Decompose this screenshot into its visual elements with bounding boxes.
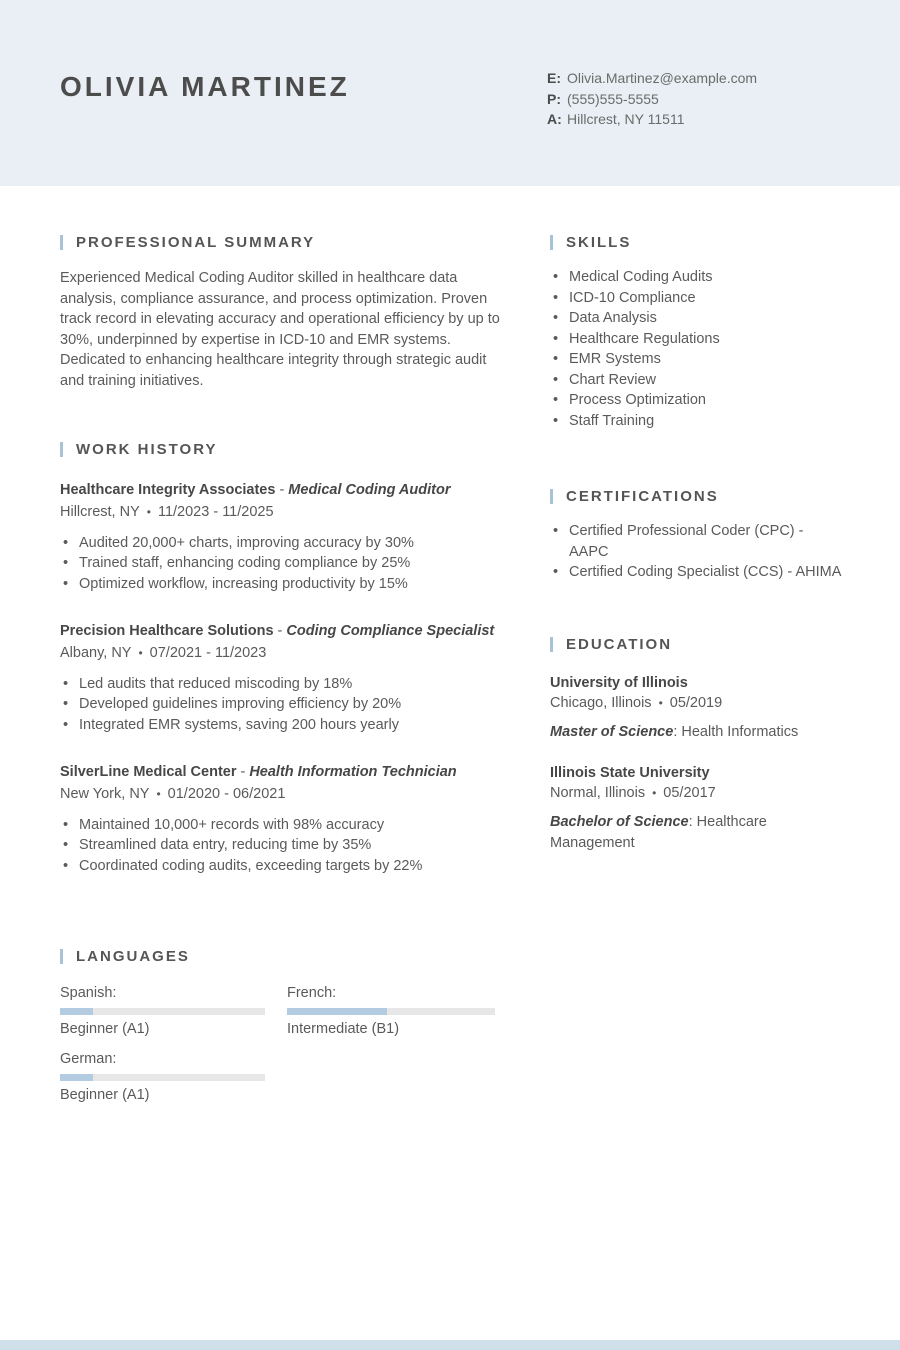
job-entry	[60, 481, 500, 594]
job-separator: -	[277, 623, 283, 639]
job-bullet: • Developed guidelines improving efficiency by 20%	[60, 694, 500, 715]
section-accent-bar	[60, 949, 63, 964]
degree-field: : Health Informatics	[673, 724, 799, 740]
section-accent-bar	[60, 442, 63, 457]
section-education	[550, 636, 845, 854]
job-role: Health Information Technician	[249, 764, 457, 780]
languages-grid	[60, 985, 500, 1103]
skill-item: • Staff Training	[550, 411, 845, 432]
skill-item: • Chart Review	[550, 370, 845, 391]
language-progress-bar	[60, 1074, 265, 1081]
candidate-name: OLIVIA MARTINEZ	[60, 71, 350, 102]
section-title-text: CERTIFICATIONS	[566, 488, 719, 505]
job-meta-line	[60, 502, 500, 523]
contact-phone-row	[547, 89, 845, 110]
job-location: Hillcrest, NY	[60, 504, 140, 520]
job-bullet: • Led audits that reduced miscoding by 18%	[60, 674, 500, 695]
job-title-line	[60, 481, 500, 500]
section-title-text: EDUCATION	[566, 635, 673, 653]
language-item	[60, 1051, 265, 1103]
job-title-line	[60, 622, 500, 641]
section-heading	[550, 234, 845, 251]
language-level: Beginner (A1)	[60, 1021, 150, 1037]
job-role: Coding Compliance Specialist	[286, 623, 495, 639]
section-accent-bar	[550, 235, 553, 250]
phone-label: P:	[547, 90, 561, 107]
section-title-text: SKILLS	[566, 234, 632, 251]
language-item	[60, 985, 265, 1037]
skill-item: • Data Analysis	[550, 308, 845, 329]
address-value: Hillcrest, NY 11511	[567, 111, 685, 127]
degree-name: Bachelor of Science	[550, 814, 689, 830]
section-heading	[60, 948, 500, 965]
section-heading	[550, 488, 845, 505]
section-title-text: PROFESSIONAL SUMMARY	[76, 234, 316, 251]
job-bullet: • Trained staff, enhancing coding compliance by 25%	[60, 553, 500, 574]
section-title-text: WORK HISTORY	[76, 441, 218, 458]
degree-line	[550, 812, 845, 853]
section-heading	[550, 636, 845, 653]
meta-dot-separator: •	[138, 646, 143, 660]
job-bullet: • Integrated EMR systems, saving 200 hours yearly	[60, 715, 500, 736]
email-value: Olivia.Martinez@example.com	[567, 70, 758, 86]
job-bullet-list	[60, 533, 500, 595]
job-entry	[60, 763, 500, 876]
school-location: Normal, Illinois	[550, 784, 646, 801]
degree-name: Master of Science	[550, 724, 674, 740]
language-progress-bar	[287, 1008, 495, 1015]
job-meta-line	[60, 643, 500, 664]
meta-dot-separator: •	[156, 787, 161, 801]
job-location: New York, NY	[60, 786, 150, 802]
education-entry	[550, 765, 845, 854]
school-name: Illinois State University	[550, 764, 710, 781]
language-level: Beginner (A1)	[60, 1087, 150, 1103]
language-item	[287, 985, 495, 1037]
address-label: A:	[547, 111, 562, 127]
language-name: French:	[287, 985, 337, 1001]
contact-info	[547, 68, 845, 130]
section-accent-bar	[60, 235, 63, 250]
job-company: SilverLine Medical Center	[60, 764, 237, 780]
section-title-text: LANGUAGES	[76, 948, 190, 965]
job-bullet-list	[60, 674, 500, 736]
job-title-line	[60, 763, 500, 782]
email-label: E:	[547, 70, 561, 86]
resume-body	[0, 186, 900, 1103]
job-entry	[60, 622, 500, 735]
footer-accent-bar	[0, 1340, 900, 1350]
school-date: 05/2019	[669, 694, 723, 711]
job-bullet-list	[60, 815, 500, 877]
skill-item: • Healthcare Regulations	[550, 329, 845, 350]
language-progress-fill	[287, 1008, 387, 1015]
school-meta-line	[550, 693, 845, 714]
job-meta-line	[60, 784, 500, 805]
section-languages	[60, 948, 500, 1103]
section-professional-summary	[60, 234, 500, 391]
job-dates: 01/2020 - 06/2021	[167, 786, 286, 802]
job-bullet: • Audited 20,000+ charts, improving accuracy by 30%	[60, 533, 500, 554]
section-heading	[60, 441, 500, 458]
meta-dot-separator: •	[146, 505, 151, 519]
job-bullet: • Maintained 10,000+ records with 98% accuracy	[60, 815, 500, 836]
summary-paragraph: Experienced Medical Coding Auditor skilled in healthcare data analysis, compliance assurance, and process optimization. Proven track record in elevating accuracy and operational efficiency by up to 30%, underpinned by expertise in ICD-10 and EMR systems. Dedicated to enhancing healthcare integrity through strategic audit and training initiatives.	[60, 270, 500, 389]
section-certifications	[550, 488, 845, 583]
language-level: Intermediate (B1)	[287, 1021, 400, 1037]
school-date: 05/2017	[663, 784, 716, 801]
job-location: Albany, NY	[60, 645, 132, 661]
job-company: Healthcare Integrity Associates	[60, 482, 276, 498]
job-dates: 11/2023 - 11/2025	[157, 504, 274, 520]
language-progress-bar	[60, 1008, 265, 1015]
education-entry	[550, 675, 845, 743]
job-bullet: • Streamlined data entry, reducing time by 35%	[60, 835, 500, 856]
job-bullet: • Coordinated coding audits, exceeding targets by 22%	[60, 856, 500, 877]
job-separator: -	[279, 482, 285, 498]
skill-item: • ICD-10 Compliance	[550, 288, 845, 309]
language-name: Spanish:	[60, 985, 117, 1001]
contact-email-row	[547, 68, 845, 89]
phone-value: (555)555-5555	[567, 90, 659, 107]
school-location: Chicago, Illinois	[550, 694, 652, 711]
language-progress-fill	[60, 1008, 93, 1015]
language-progress-fill	[60, 1074, 93, 1081]
right-column	[550, 234, 845, 1103]
degree-field: : Healthcare Management	[550, 814, 767, 851]
contact-address-row	[547, 109, 845, 130]
section-accent-bar	[550, 637, 553, 652]
job-separator: -	[240, 764, 246, 780]
skills-list	[550, 267, 845, 431]
school-name: University of Illinois	[550, 674, 688, 691]
skill-item: • Medical Coding Audits	[550, 267, 845, 288]
section-heading	[60, 234, 500, 251]
left-column	[60, 234, 500, 1103]
section-work-history	[60, 441, 500, 876]
job-bullet: • Optimized workflow, increasing productivity by 15%	[60, 574, 500, 595]
degree-line	[550, 722, 845, 743]
skill-item: • Process Optimization	[550, 390, 845, 411]
section-accent-bar	[550, 489, 553, 504]
skill-item: • EMR Systems	[550, 349, 845, 370]
job-company: Precision Healthcare Solutions	[60, 623, 274, 639]
meta-dot-separator: •	[658, 695, 663, 710]
certification-item: • Certified Professional Coder (CPC) - AAPC	[550, 521, 845, 562]
certifications-list	[550, 521, 845, 583]
school-meta-line	[550, 783, 845, 804]
meta-dot-separator: •	[652, 785, 657, 800]
job-dates: 07/2021 - 11/2023	[149, 645, 267, 661]
job-role: Medical Coding Auditor	[288, 482, 451, 498]
resume-header	[0, 0, 900, 186]
language-name: German:	[60, 1051, 117, 1067]
section-skills	[550, 234, 845, 431]
certification-item: • Certified Coding Specialist (CCS) - AHIMA	[550, 562, 845, 583]
